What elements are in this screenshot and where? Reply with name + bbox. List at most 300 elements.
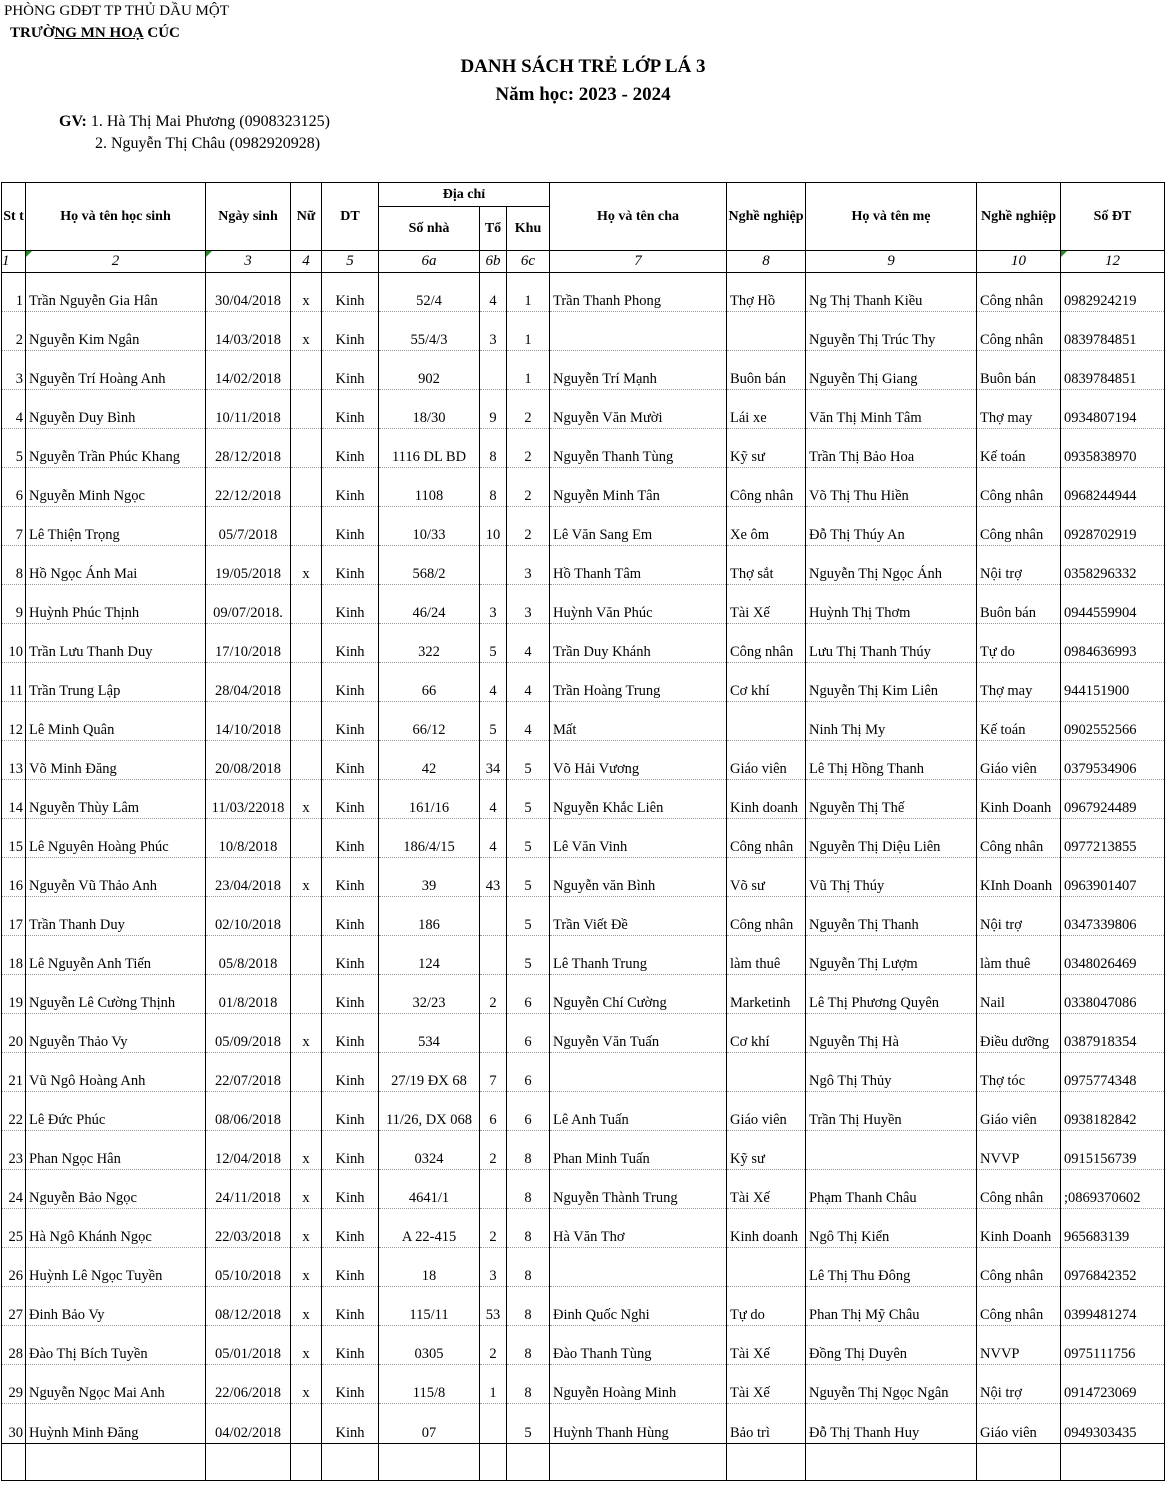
house-cell: 1108 (379, 468, 480, 507)
dob-cell: 14/03/2018 (206, 312, 291, 351)
phone-cell: 0338047086 (1061, 975, 1165, 1014)
female-cell (291, 1092, 322, 1131)
zone-cell: 5 (507, 741, 550, 780)
school-year: Năm học: 2023 - 2024 (495, 84, 671, 105)
group-cell: 43 (480, 858, 507, 897)
mother-job-cell: Kế toán (977, 702, 1061, 741)
father-name-cell (550, 312, 727, 351)
student-name-cell: Nguyễn Trần Phúc Khang (26, 429, 206, 468)
father-name-cell: Lê Anh Tuấn (550, 1092, 727, 1131)
dob-cell: 22/06/2018 (206, 1365, 291, 1404)
mother-job-cell: Thợ may (977, 663, 1061, 702)
col-dob: Ngày sinh (206, 183, 291, 251)
house-cell: 568/2 (379, 546, 480, 585)
blank-cell (550, 1444, 727, 1481)
mother-name-cell: Nguyễn Thị Kim Liên (806, 663, 977, 702)
group-cell: 2 (480, 1131, 507, 1170)
stt-cell: 25 (2, 1209, 26, 1248)
stt-cell: 16 (2, 858, 26, 897)
group-cell: 6 (480, 1092, 507, 1131)
table-row (2, 975, 1165, 1014)
mother-job-cell: NVVP (977, 1131, 1061, 1170)
mother-job-cell: Nội trợ (977, 546, 1061, 585)
col-mother-job: Nghề nghiệp (977, 183, 1061, 251)
house-cell: 07 (379, 1404, 480, 1444)
female-cell: x (291, 273, 322, 312)
stt-cell: 24 (2, 1170, 26, 1209)
school-name-prefix: TRƯỜ (10, 25, 55, 41)
group-cell (480, 936, 507, 975)
table-row (2, 507, 1165, 546)
ethnic-cell: Kinh (322, 1248, 379, 1287)
female-cell (291, 1404, 322, 1444)
zone-cell: 5 (507, 936, 550, 975)
ethnic-cell: Kinh (322, 1365, 379, 1404)
father-name-cell (550, 1248, 727, 1287)
father-job-cell: làm thuê (727, 936, 806, 975)
house-cell: 4641/1 (379, 1170, 480, 1209)
female-cell: x (291, 1170, 322, 1209)
mother-job-cell: Tự do (977, 624, 1061, 663)
col-zone: Khu (507, 207, 550, 251)
house-cell: 18 (379, 1248, 480, 1287)
stt-cell: 27 (2, 1287, 26, 1326)
house-cell: 0324 (379, 1131, 480, 1170)
mother-name-cell: Nguyễn Thị Lượm (806, 936, 977, 975)
phone-cell: 0984636993 (1061, 624, 1165, 663)
table-row (2, 1404, 1165, 1444)
mother-name-cell: Nguyễn Thị Hà (806, 1014, 977, 1053)
father-job-cell: Kỹ sư (727, 429, 806, 468)
student-name-cell: Hồ Ngọc Ánh Mai (26, 546, 206, 585)
table-row (2, 351, 1165, 390)
teacher-1 (59, 113, 330, 131)
zone-cell: 2 (507, 468, 550, 507)
female-cell (291, 741, 322, 780)
group-cell: 4 (480, 663, 507, 702)
student-name-cell: Nguyễn Thảo Vy (26, 1014, 206, 1053)
group-cell: 53 (480, 1287, 507, 1326)
father-job-cell: Giáo viên (727, 1092, 806, 1131)
student-name-cell: Nguyễn Ngọc Mai Anh (26, 1365, 206, 1404)
ethnic-cell: Kinh (322, 1053, 379, 1092)
phone-cell: 0387918354 (1061, 1014, 1165, 1053)
mother-job-cell: Nội trợ (977, 1365, 1061, 1404)
student-name-cell: Lê Đức Phúc (26, 1092, 206, 1131)
group-cell (480, 546, 507, 585)
column-index-cell: 6a (379, 251, 480, 273)
blank-cell (322, 1444, 379, 1481)
mother-name-cell: Phạm Thanh Châu (806, 1170, 977, 1209)
col-mother: Họ và tên mẹ (806, 183, 977, 251)
dob-cell: 05/01/2018 (206, 1326, 291, 1365)
ethnic-cell: Kinh (322, 1326, 379, 1365)
father-name-cell: Nguyễn Thành Trung (550, 1170, 727, 1209)
column-index-cell: 6b (480, 251, 507, 273)
ethnic-cell: Kinh (322, 1014, 379, 1053)
house-cell: 66 (379, 663, 480, 702)
blank-cell (291, 1444, 322, 1481)
mother-name-cell: Trần Thị Huyền (806, 1092, 977, 1131)
female-cell (291, 429, 322, 468)
department-name: PHÒNG GDĐT TP THỦ DẦU MỘT (4, 3, 229, 19)
female-cell: x (291, 780, 322, 819)
female-cell (291, 702, 322, 741)
col-female: Nữ (291, 183, 322, 251)
student-name-cell: Lê Nguyễn Anh Tiến (26, 936, 206, 975)
col-phone: Số ĐT (1061, 183, 1165, 251)
father-job-cell (727, 702, 806, 741)
group-cell: 3 (480, 1248, 507, 1287)
house-cell: 46/24 (379, 585, 480, 624)
student-name-cell: Nguyễn Trí Hoàng Anh (26, 351, 206, 390)
father-job-cell: Buôn bán (727, 351, 806, 390)
father-name-cell: Trần Duy Khánh (550, 624, 727, 663)
dob-cell: 22/03/2018 (206, 1209, 291, 1248)
father-name-cell (550, 1053, 727, 1092)
ethnic-cell: Kinh (322, 1131, 379, 1170)
table-row (2, 1365, 1165, 1404)
group-cell: 4 (480, 780, 507, 819)
column-index-cell: 6c (507, 251, 550, 273)
phone-cell: 0399481274 (1061, 1287, 1165, 1326)
house-cell: 42 (379, 741, 480, 780)
student-name-cell: Huỳnh Minh Đăng (26, 1404, 206, 1444)
table-row (2, 390, 1165, 429)
father-job-cell: Kinh doanh (727, 1209, 806, 1248)
student-name-cell: Hà Ngô Khánh Ngọc (26, 1209, 206, 1248)
table-row (2, 1014, 1165, 1053)
group-cell: 8 (480, 468, 507, 507)
dob-cell: 11/03/22018 (206, 780, 291, 819)
stt-cell: 22 (2, 1092, 26, 1131)
dob-cell: 10/8/2018 (206, 819, 291, 858)
ethnic-cell: Kinh (322, 351, 379, 390)
house-cell: 1116 DL BD (379, 429, 480, 468)
dob-cell: 22/12/2018 (206, 468, 291, 507)
mother-job-cell: Công nhân (977, 1248, 1061, 1287)
father-name-cell: Trần Thanh Phong (550, 273, 727, 312)
dob-cell: 12/04/2018 (206, 1131, 291, 1170)
dob-cell: 28/12/2018 (206, 429, 291, 468)
group-cell: 34 (480, 741, 507, 780)
dob-cell: 08/06/2018 (206, 1092, 291, 1131)
mother-job-cell: Thợ may (977, 390, 1061, 429)
table-row (2, 702, 1165, 741)
dob-cell: 22/07/2018 (206, 1053, 291, 1092)
zone-cell: 8 (507, 1248, 550, 1287)
phone-cell: 0347339806 (1061, 897, 1165, 936)
ethnic-cell: Kinh (322, 1404, 379, 1444)
house-cell: 32/23 (379, 975, 480, 1014)
zone-cell: 1 (507, 351, 550, 390)
stt-cell: 3 (2, 351, 26, 390)
phone-cell: ;0869370602 (1061, 1170, 1165, 1209)
blank-cell (806, 1444, 977, 1481)
father-name-cell: Nguyễn Chí Cường (550, 975, 727, 1014)
mother-name-cell: Nguyễn Thị Trúc Thy (806, 312, 977, 351)
female-cell: x (291, 1131, 322, 1170)
table-row (2, 1287, 1165, 1326)
group-cell: 2 (480, 1326, 507, 1365)
phone-cell: 0967924489 (1061, 780, 1165, 819)
student-name-cell: Nguyễn Minh Ngọc (26, 468, 206, 507)
father-name-cell: Huỳnh Thanh Hùng (550, 1404, 727, 1444)
table-row (2, 1170, 1165, 1209)
female-cell: x (291, 1209, 322, 1248)
father-job-cell: Công nhân (727, 819, 806, 858)
phone-cell: 965683139 (1061, 1209, 1165, 1248)
mother-job-cell: Buôn bán (977, 351, 1061, 390)
mother-job-cell: Giáo viên (977, 1092, 1061, 1131)
ethnic-cell: Kinh (322, 429, 379, 468)
student-name-cell: Huỳnh Phúc Thịnh (26, 585, 206, 624)
teacher-2: 2. Nguyễn Thị Châu (0982920928) (95, 135, 321, 152)
house-cell: 124 (379, 936, 480, 975)
phone-cell: 0963901407 (1061, 858, 1165, 897)
dob-cell: 24/11/2018 (206, 1170, 291, 1209)
column-index-cell: 7 (550, 251, 727, 273)
ethnic-cell: Kinh (322, 507, 379, 546)
student-table (1, 182, 1165, 1481)
house-cell: 902 (379, 351, 480, 390)
blank-row (2, 1444, 1165, 1481)
dob-cell: 01/8/2018 (206, 975, 291, 1014)
dob-cell: 05/10/2018 (206, 1248, 291, 1287)
father-name-cell: Nguyễn Minh Tân (550, 468, 727, 507)
ethnic-cell: Kinh (322, 546, 379, 585)
phone-cell: 0902552566 (1061, 702, 1165, 741)
mother-name-cell: Đỗ Thị Thanh Huy (806, 1404, 977, 1444)
father-name-cell: Nguyễn Trí Mạnh (550, 351, 727, 390)
stt-cell: 9 (2, 585, 26, 624)
group-cell (480, 1404, 507, 1444)
father-name-cell: Võ Hải Vương (550, 741, 727, 780)
table-row (2, 741, 1165, 780)
female-cell (291, 624, 322, 663)
stt-cell: 12 (2, 702, 26, 741)
zone-cell: 4 (507, 663, 550, 702)
female-cell: x (291, 312, 322, 351)
ethnic-cell: Kinh (322, 858, 379, 897)
phone-cell: 0379534906 (1061, 741, 1165, 780)
zone-cell: 6 (507, 975, 550, 1014)
blank-cell (379, 1444, 480, 1481)
father-job-cell: Lái xe (727, 390, 806, 429)
student-name-cell: Nguyễn Vũ Thảo Anh (26, 858, 206, 897)
stt-cell: 10 (2, 624, 26, 663)
mother-job-cell: Công nhân (977, 468, 1061, 507)
stt-cell: 8 (2, 546, 26, 585)
mother-name-cell: Nguyễn Thị Ngọc Ngân (806, 1365, 977, 1404)
student-name-cell: Đào Thị Bích Tuyền (26, 1326, 206, 1365)
father-name-cell: Nguyễn Văn Mười (550, 390, 727, 429)
phone-cell: 0915156739 (1061, 1131, 1165, 1170)
phone-cell: 0949303435 (1061, 1404, 1165, 1444)
female-cell (291, 351, 322, 390)
blank-cell (26, 1444, 206, 1481)
father-job-cell: Tự do (727, 1287, 806, 1326)
zone-cell: 5 (507, 780, 550, 819)
father-name-cell: Nguyễn Hoàng Minh (550, 1365, 727, 1404)
zone-cell: 8 (507, 1209, 550, 1248)
mother-job-cell: KInh Doanh (977, 858, 1061, 897)
father-name-cell: Trần Viết Đề (550, 897, 727, 936)
father-job-cell: Cơ khí (727, 1014, 806, 1053)
female-cell: x (291, 858, 322, 897)
student-name-cell: Trần Trung Lập (26, 663, 206, 702)
zone-cell: 2 (507, 507, 550, 546)
father-name-cell: Mất (550, 702, 727, 741)
father-job-cell: Kỹ sư (727, 1131, 806, 1170)
dob-cell: 05/7/2018 (206, 507, 291, 546)
group-cell: 2 (480, 1209, 507, 1248)
ethnic-cell: Kinh (322, 312, 379, 351)
phone-cell: 0934807194 (1061, 390, 1165, 429)
female-cell: x (291, 1326, 322, 1365)
zone-cell: 1 (507, 312, 550, 351)
father-job-cell: Thợ Hồ (727, 273, 806, 312)
blank-cell (727, 1444, 806, 1481)
ethnic-cell: Kinh (322, 702, 379, 741)
mother-job-cell: Kinh Doanh (977, 780, 1061, 819)
col-group: Tổ (480, 207, 507, 251)
table-row (2, 312, 1165, 351)
mother-job-cell: Kinh Doanh (977, 1209, 1061, 1248)
table-row (2, 1131, 1165, 1170)
mother-name-cell: Đỗ Thị Thúy An (806, 507, 977, 546)
group-cell: 4 (480, 819, 507, 858)
table-row (2, 468, 1165, 507)
father-job-cell (727, 1053, 806, 1092)
school-name (10, 25, 180, 42)
table-row (2, 1248, 1165, 1287)
student-name-cell: Nguyễn Lê Cường Thịnh (26, 975, 206, 1014)
column-index-cell: 10 (977, 251, 1061, 273)
table-row (2, 273, 1165, 312)
phone-cell: 0935838970 (1061, 429, 1165, 468)
col-name: Họ và tên học sinh (26, 183, 206, 251)
house-cell: 161/16 (379, 780, 480, 819)
dob-cell: 14/02/2018 (206, 351, 291, 390)
mother-job-cell: Giáo viên (977, 741, 1061, 780)
dob-cell: 20/08/2018 (206, 741, 291, 780)
stt-cell: 2 (2, 312, 26, 351)
father-job-cell: Tài Xế (727, 1326, 806, 1365)
zone-cell: 5 (507, 858, 550, 897)
stt-cell: 13 (2, 741, 26, 780)
ethnic-cell: Kinh (322, 975, 379, 1014)
group-cell: 9 (480, 390, 507, 429)
student-name-cell: Nguyễn Duy Bình (26, 390, 206, 429)
father-name-cell: Lê Thanh Trung (550, 936, 727, 975)
zone-cell: 8 (507, 1170, 550, 1209)
zone-cell: 6 (507, 1014, 550, 1053)
mother-name-cell: Ngô Thị Kiển (806, 1209, 977, 1248)
house-cell: 534 (379, 1014, 480, 1053)
col-house: Số nhà (379, 207, 480, 251)
father-job-cell (727, 312, 806, 351)
dob-cell: 09/07/2018. (206, 585, 291, 624)
ethnic-cell: Kinh (322, 819, 379, 858)
mother-name-cell (806, 1131, 977, 1170)
house-cell: 18/30 (379, 390, 480, 429)
mother-job-cell: Thợ tóc (977, 1053, 1061, 1092)
father-name-cell: Lê Văn Vinh (550, 819, 727, 858)
zone-cell: 2 (507, 390, 550, 429)
father-job-cell: Thợ sắt (727, 546, 806, 585)
ethnic-cell: Kinh (322, 585, 379, 624)
ethnic-cell: Kinh (322, 663, 379, 702)
dob-cell: 05/8/2018 (206, 936, 291, 975)
female-cell (291, 819, 322, 858)
mother-name-cell: Nguyễn Thị Giang (806, 351, 977, 390)
father-job-cell (727, 1248, 806, 1287)
father-name-cell: Nguyễn Khắc Liên (550, 780, 727, 819)
stt-cell: 26 (2, 1248, 26, 1287)
house-cell: A 22-415 (379, 1209, 480, 1248)
father-name-cell: Trần Hoàng Trung (550, 663, 727, 702)
column-index-row (2, 251, 1165, 273)
student-name-cell: Lê Minh Quân (26, 702, 206, 741)
house-cell: 186/4/15 (379, 819, 480, 858)
phone-cell: 0914723069 (1061, 1365, 1165, 1404)
female-cell: x (291, 1014, 322, 1053)
father-job-cell: Công nhân (727, 897, 806, 936)
student-name-cell: Trần Lưu Thanh Duy (26, 624, 206, 663)
dob-cell: 10/11/2018 (206, 390, 291, 429)
father-job-cell: Công nhân (727, 624, 806, 663)
house-cell: 322 (379, 624, 480, 663)
ethnic-cell: Kinh (322, 936, 379, 975)
column-index-cell: 3 (206, 251, 291, 273)
father-job-cell: Giáo viên (727, 741, 806, 780)
mother-name-cell: Nguyễn Thị Thanh (806, 897, 977, 936)
mother-name-cell: Lưu Thị Thanh Thúy (806, 624, 977, 663)
mother-job-cell: Công nhân (977, 819, 1061, 858)
dob-cell: 23/04/2018 (206, 858, 291, 897)
female-cell: x (291, 1365, 322, 1404)
table-row (2, 1326, 1165, 1365)
col-father: Họ và tên cha (550, 183, 727, 251)
student-name-cell: Huỳnh Lê Ngọc Tuyền (26, 1248, 206, 1287)
ethnic-cell: Kinh (322, 741, 379, 780)
teacher-label: GV: (59, 113, 87, 130)
ethnic-cell: Kinh (322, 897, 379, 936)
house-cell: 0305 (379, 1326, 480, 1365)
dob-cell: 08/12/2018 (206, 1287, 291, 1326)
teacher-1-name: 1. Hà Thị Mai Phương (0908323125) (86, 113, 330, 130)
house-cell: 66/12 (379, 702, 480, 741)
house-cell: 52/4 (379, 273, 480, 312)
stt-cell: 23 (2, 1131, 26, 1170)
father-job-cell: Cơ khí (727, 663, 806, 702)
table-row (2, 1053, 1165, 1092)
student-name-cell: Phan Ngọc Hân (26, 1131, 206, 1170)
stt-cell: 30 (2, 1404, 26, 1444)
table-row (2, 1209, 1165, 1248)
stt-cell: 14 (2, 780, 26, 819)
table-row (2, 897, 1165, 936)
zone-cell: 6 (507, 1092, 550, 1131)
father-job-cell: Tài Xế (727, 1365, 806, 1404)
dob-cell: 14/10/2018 (206, 702, 291, 741)
dob-cell: 17/10/2018 (206, 624, 291, 663)
stt-cell: 17 (2, 897, 26, 936)
phone-cell: 0968244944 (1061, 468, 1165, 507)
ethnic-cell: Kinh (322, 1092, 379, 1131)
mother-name-cell: Trần Thị Bảo Hoa (806, 429, 977, 468)
